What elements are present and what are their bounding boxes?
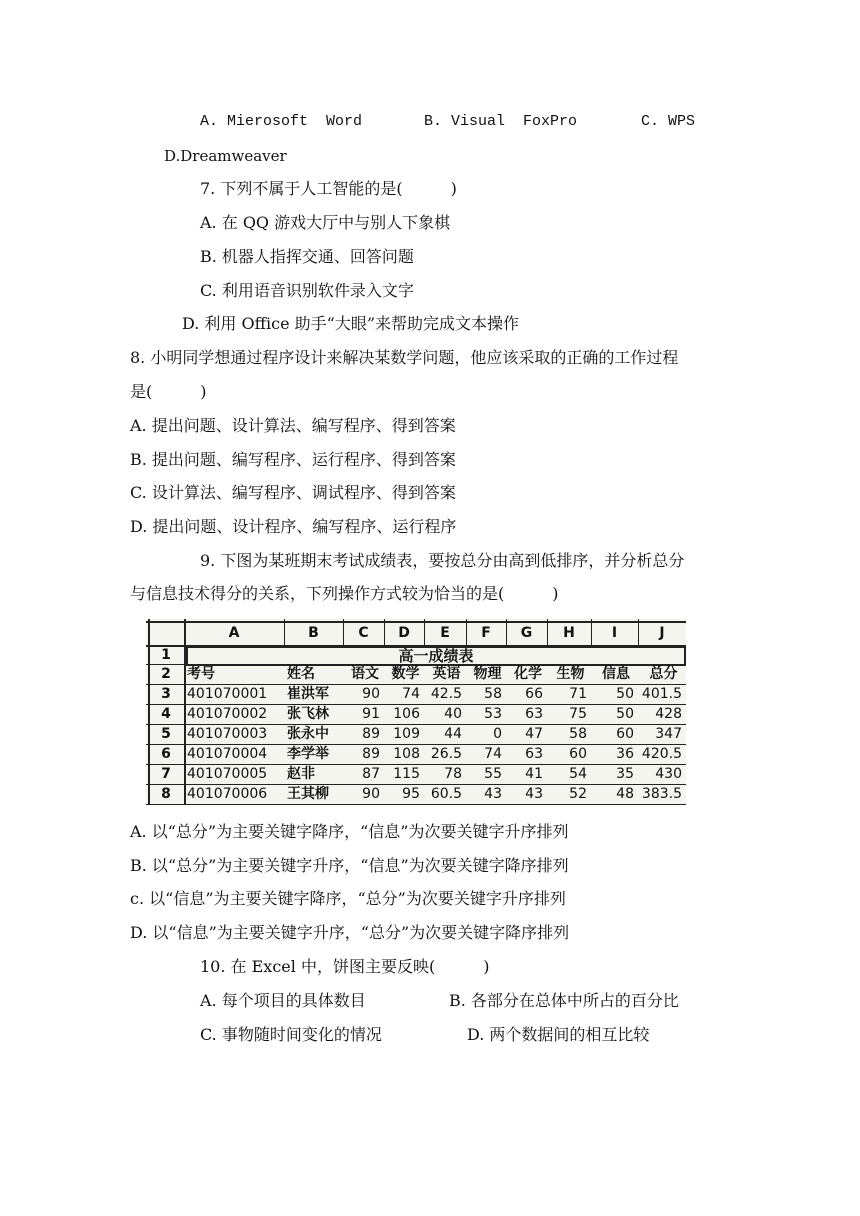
- q10-option-a: A. 每个项目的具体数目: [200, 991, 366, 1010]
- cell-score: 42.5: [430, 686, 462, 702]
- column-header: 信息: [602, 666, 630, 682]
- cell-score: 89: [362, 746, 380, 762]
- column-letter: J: [659, 625, 665, 641]
- cell-score: 60: [616, 726, 634, 742]
- cell-exam-id: 401070002: [187, 706, 268, 722]
- q7-option-c: C. 利用语音识别软件录入文字: [200, 281, 414, 300]
- cell-score: 53: [484, 706, 502, 722]
- q6-option-b: B. Visual FoxPro: [424, 113, 578, 130]
- cell-score: 63: [525, 746, 543, 762]
- q8-stem-line1: 8. 小明同学想通过程序设计来解决某数学问题，他应该采取的正确的工作过程: [130, 348, 679, 367]
- column-header: 姓名: [287, 666, 315, 682]
- cell-score: 109: [393, 726, 420, 742]
- cell-score: 89: [362, 726, 380, 742]
- cell-score: 420.5: [641, 746, 682, 762]
- cell-score: 40: [444, 706, 462, 722]
- column-header: 生物: [556, 666, 585, 682]
- q8-option-c: C. 设计算法、编写程序、调试程序、得到答案: [130, 483, 456, 502]
- row-number: 3: [161, 686, 171, 702]
- q6-option-d: D.Dreamweaver: [164, 147, 287, 165]
- cell-score: 60.5: [430, 786, 462, 802]
- cell-score: 78: [444, 766, 462, 782]
- cell-exam-id: 401070001: [187, 686, 268, 702]
- row-number: 8: [161, 786, 171, 802]
- cell-exam-id: 401070004: [187, 746, 268, 762]
- cell-score: 74: [484, 746, 502, 762]
- cell-score: 55: [484, 766, 502, 782]
- column-letter: D: [398, 625, 410, 641]
- cell-score: 63: [525, 706, 543, 722]
- q7-option-b: B. 机器人指挥交通、回答问题: [200, 247, 414, 266]
- cell-exam-id: 401070005: [187, 766, 268, 782]
- cell-score: 91: [362, 706, 380, 722]
- cell-name: 崔洪军: [287, 686, 329, 702]
- q7-option-d: D. 利用 Office 助手“大眼”来帮助完成文本操作: [182, 314, 519, 333]
- cell-score: 430: [655, 766, 682, 782]
- q10-option-b: B. 各部分在总体中所占的百分比: [449, 991, 679, 1010]
- cell-score: 52: [569, 786, 587, 802]
- cell-score: 60: [569, 746, 587, 762]
- cell-score: 35: [616, 766, 634, 782]
- row-number: 7: [161, 766, 171, 782]
- q8-stem-line2: 是( ): [130, 382, 207, 401]
- q10-stem: 10. 在 Excel 中，饼图主要反映( ): [200, 957, 490, 976]
- cell-name: 李学举: [287, 746, 329, 762]
- cell-score: 26.5: [430, 746, 462, 762]
- row-number: 2: [161, 666, 171, 682]
- cell-score: 383.5: [641, 786, 682, 802]
- cell-score: 50: [616, 686, 634, 702]
- cell-score: 347: [655, 726, 682, 742]
- column-header: 总分: [649, 666, 678, 682]
- cell-score: 58: [569, 726, 587, 742]
- column-letter: C: [358, 625, 369, 641]
- q7-stem: 7. 下列不属于人工智能的是( ): [200, 179, 457, 198]
- cell-name: 张飞林: [287, 706, 329, 722]
- cell-score: 50: [616, 706, 634, 722]
- row-number: 6: [161, 746, 171, 762]
- cell-score: 47: [525, 726, 543, 742]
- cell-score: 74: [402, 686, 420, 702]
- q8-option-a: A. 提出问题、设计算法、编写程序、得到答案: [130, 416, 456, 435]
- column-letter: F: [481, 625, 491, 641]
- column-letter: E: [440, 625, 450, 641]
- column-header: 物理: [473, 666, 502, 682]
- cell-score: 43: [484, 786, 502, 802]
- cell-name: 王其柳: [287, 786, 329, 802]
- cell-score: 401.5: [641, 686, 682, 702]
- q9-stem-line1: 9. 下图为某班期末考试成绩表，要按总分由高到低排序，并分析总分: [200, 551, 685, 570]
- row-number: 4: [161, 706, 171, 722]
- q9-option-d: D. 以“信息”为主要关键字升序，“总分”为次要关键字降序排列: [130, 923, 570, 942]
- cell-score: 75: [569, 706, 587, 722]
- cell-score: 115: [393, 766, 420, 782]
- cell-score: 71: [569, 686, 587, 702]
- column-header: 语文: [351, 666, 379, 682]
- grid-row-line: [146, 621, 686, 623]
- q10-option-d: D. 两个数据间的相互比较: [467, 1025, 650, 1044]
- q9-stem-line2: 与信息技术得分的关系，下列操作方式较为恰当的是( ): [130, 584, 559, 603]
- cell-score: 428: [655, 706, 682, 722]
- column-letter: A: [228, 625, 240, 641]
- q6-option-c: C. WPS: [641, 113, 696, 130]
- cell-score: 36: [616, 746, 634, 762]
- cell-name: 张永中: [287, 726, 329, 742]
- grid-row-line: [146, 804, 686, 805]
- cell-score: 43: [525, 786, 543, 802]
- cell-score: 58: [484, 686, 502, 702]
- column-letter: G: [520, 625, 533, 641]
- row-number: 5: [161, 726, 171, 742]
- column-header: 数学: [391, 666, 420, 682]
- row-number: 1: [161, 647, 171, 663]
- cell-score: 108: [393, 746, 420, 762]
- cell-score: 90: [362, 686, 380, 702]
- q8-option-d: D. 提出问题、设计程序、编写程序、运行程序: [130, 517, 457, 536]
- cell-name: 赵非: [287, 766, 315, 782]
- cell-score: 95: [402, 786, 420, 802]
- q10-option-c: C. 事物随时间变化的情况: [200, 1025, 382, 1044]
- score-spreadsheet: [146, 619, 686, 805]
- q7-option-a: A. 在 QQ 游戏大厅中与别人下象棋: [200, 213, 451, 232]
- cell-score: 44: [444, 726, 462, 742]
- cell-score: 66: [525, 686, 543, 702]
- cell-score: 41: [525, 766, 543, 782]
- cell-score: 106: [393, 706, 420, 722]
- cell-score: 54: [569, 766, 587, 782]
- column-letter: H: [563, 625, 575, 641]
- cell-exam-id: 401070003: [187, 726, 268, 742]
- cell-exam-id: 401070006: [187, 786, 268, 802]
- column-header: 英语: [432, 666, 461, 682]
- q8-option-b: B. 提出问题、编写程序、运行程序、得到答案: [130, 450, 456, 469]
- q9-option-c: c. 以“信息”为主要关键字降序，“总分”为次要关键字升序排列: [130, 889, 566, 908]
- q9-option-b: B. 以“总分”为主要关键字升序，“信息”为次要关键字降序排列: [130, 856, 569, 875]
- column-header: 考号: [187, 666, 215, 682]
- column-letter: I: [611, 625, 618, 641]
- column-header: 化学: [514, 666, 542, 682]
- sheet-title: 高一成绩表: [186, 646, 686, 666]
- cell-score: 90: [362, 786, 380, 802]
- q9-option-a: A. 以“总分”为主要关键字降序，“信息”为次要关键字升序排列: [130, 822, 569, 841]
- cell-score: 48: [616, 786, 634, 802]
- cell-score: 87: [362, 766, 380, 782]
- cell-score: 0: [493, 726, 502, 742]
- column-letter: B: [308, 625, 319, 641]
- q6-option-a: A. Mierosoft Word: [200, 113, 363, 130]
